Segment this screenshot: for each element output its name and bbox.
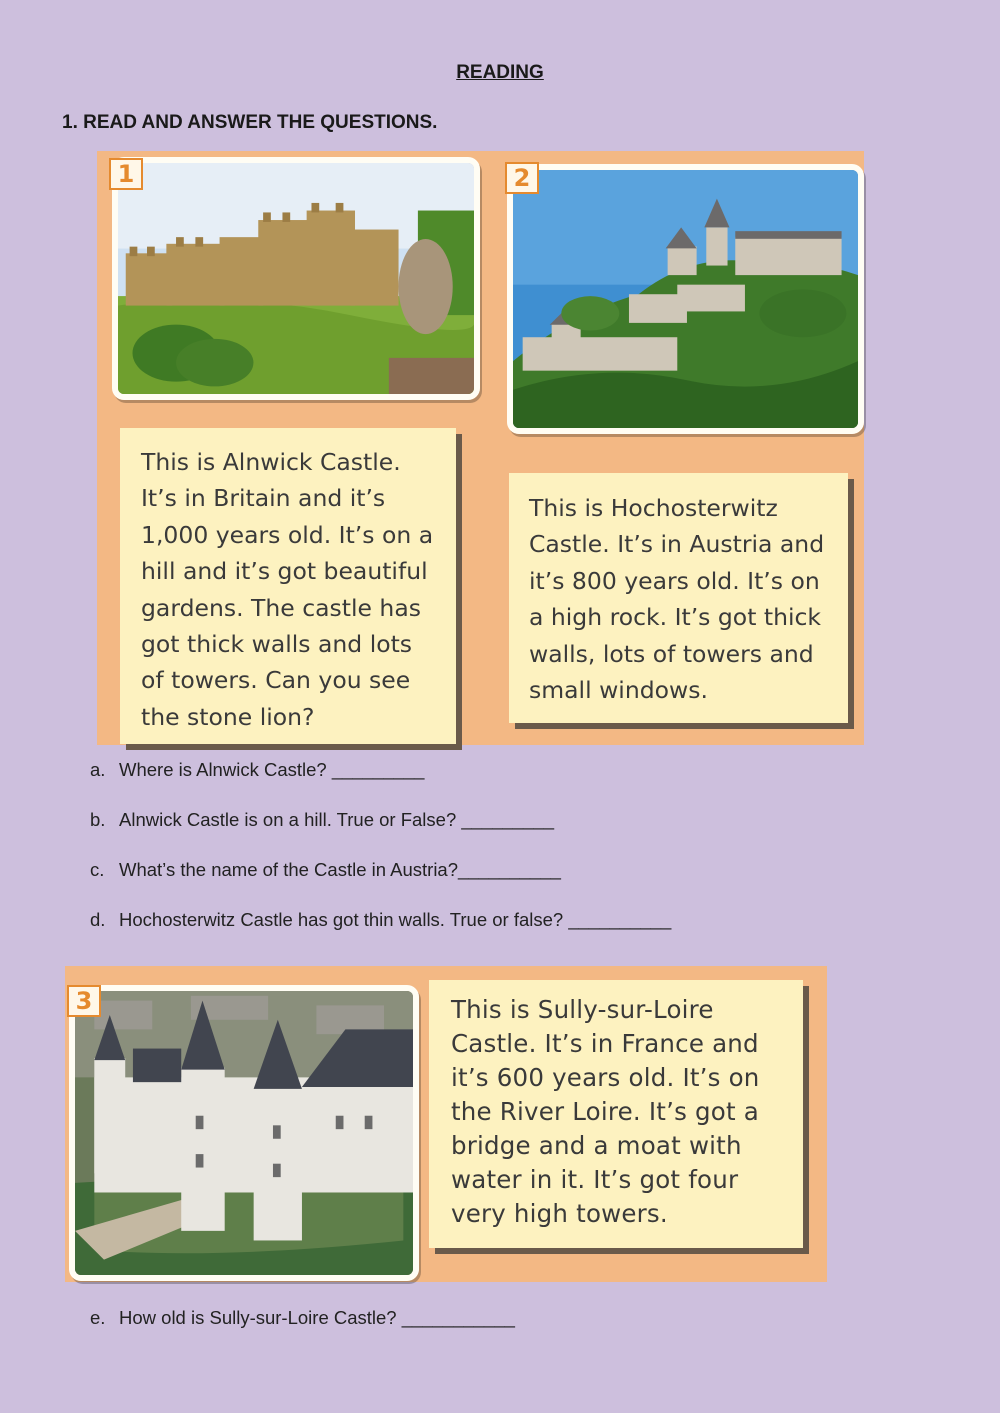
description-line: small windows.	[529, 676, 708, 705]
question-letter: a.	[90, 759, 106, 780]
question-d	[90, 909, 671, 931]
question-text: Alnwick Castle is on a hill. True or False?	[119, 809, 457, 830]
answer-blank[interactable]: __________	[568, 909, 672, 930]
page-title: READING	[456, 62, 544, 83]
description-line: it’s 800 years old. It’s on	[529, 566, 820, 595]
description-line: of towers. Can you see	[141, 666, 411, 695]
question-letter: b.	[90, 809, 106, 830]
alnwick-castle-photo	[112, 157, 480, 400]
alnwick-castle-description	[120, 428, 456, 744]
card-number-badge: 2	[505, 162, 539, 194]
question-a	[90, 759, 424, 781]
sully-sur-loire-castle-photo	[69, 985, 419, 1281]
instruction-heading: 1. READ AND ANSWER THE QUESTIONS.	[62, 112, 438, 133]
question-text: Where is Alnwick Castle?	[119, 759, 327, 780]
description-line: This is Sully-sur-Loire	[451, 995, 714, 1024]
question-text: What’s the name of the Castle in Austria?	[119, 859, 459, 880]
question-b	[90, 809, 554, 831]
sully-sur-loire-castle-description	[429, 980, 803, 1248]
card-number-badge: 1	[109, 158, 143, 190]
question-letter: d.	[90, 909, 106, 930]
question-letter: c.	[90, 859, 105, 880]
answer-blank[interactable]: _________	[461, 809, 554, 830]
answer-blank[interactable]: ___________	[401, 1307, 515, 1328]
description-line: hill and it’s got beautiful	[141, 557, 428, 586]
card-number-badge: 3	[67, 985, 101, 1017]
description-line: It’s in Britain and it’s	[141, 484, 386, 513]
description-line: a high rock. It’s got thick	[529, 603, 822, 632]
answer-blank[interactable]: _________	[331, 759, 425, 780]
description-line: 1,000 years old. It’s on a	[141, 520, 434, 549]
question-letter: e.	[90, 1307, 106, 1328]
description-line: got thick walls and lots	[141, 630, 413, 659]
question-text: Hochosterwitz Castle has got thin walls. True or false?	[119, 909, 564, 930]
question-e	[90, 1307, 515, 1329]
question-text: How old is Sully-sur-Loire Castle?	[119, 1307, 397, 1328]
description-line: This is Hochosterwitz	[529, 494, 778, 522]
hochosterwitz-castle-description	[509, 473, 848, 723]
question-c	[90, 859, 561, 881]
description-line: Castle. It’s in France and	[451, 1029, 759, 1058]
description-line: gardens. The castle has	[141, 593, 421, 622]
answer-blank[interactable]: __________	[458, 859, 561, 880]
description-line: Castle. It’s in Austria and	[529, 530, 825, 559]
description-line: bridge and a moat with	[451, 1131, 742, 1160]
description-line: it’s 600 years old. It’s on	[451, 1063, 760, 1092]
hochosterwitz-castle-photo	[507, 164, 864, 434]
description-line: very high towers.	[451, 1199, 668, 1228]
description-line: the stone lion?	[141, 702, 315, 731]
description-line: walls, lots of towers and	[529, 639, 814, 668]
description-line: This is Alnwick Castle.	[141, 448, 401, 476]
description-line: water in it. It’s got four	[451, 1165, 739, 1194]
description-line: the River Loire. It’s got a	[451, 1097, 759, 1126]
